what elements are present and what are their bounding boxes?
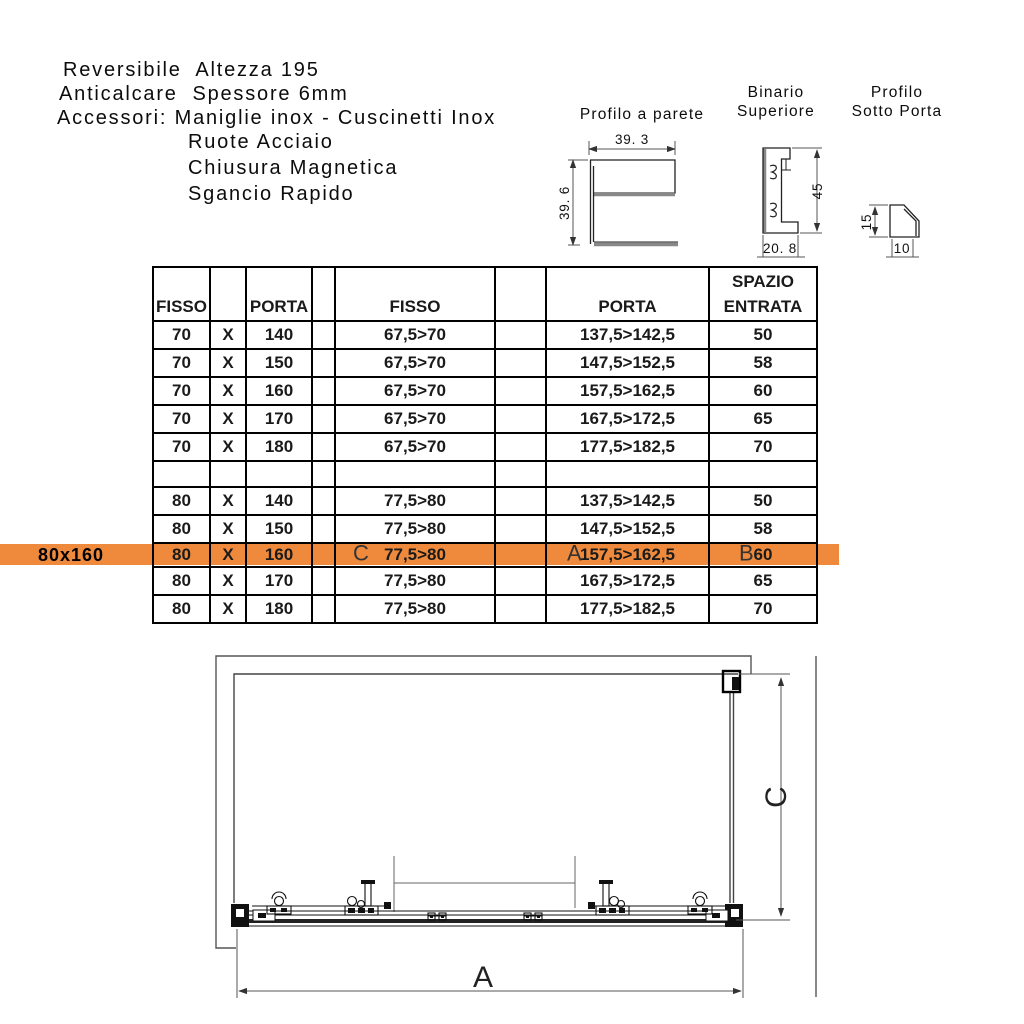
table-row: 70 X 160 67,5>70 157,5>162,5 60: [153, 377, 817, 405]
track-clip-right: [524, 913, 542, 920]
header-porta: PORTA: [246, 267, 312, 321]
binario-title-1: Binario: [747, 84, 805, 101]
sotto-porta-title-2: Sotto Porta: [851, 103, 943, 120]
roller-assembly-mid-right: [596, 880, 629, 915]
table-row-empty: [153, 461, 817, 487]
size-table: [152, 266, 818, 624]
header-spazio-entrata: [709, 267, 817, 321]
spec-line-anticalcare: Anticalcare Spessore 6mm: [59, 83, 349, 105]
dimension-c-label: C: [760, 786, 793, 808]
table-row: 80 X 170 77,5>80 167,5>172,5 65: [153, 567, 817, 595]
header-fisso-range: FISSO: [335, 267, 495, 321]
binario-title-2: Superiore: [736, 103, 816, 120]
table-row: 70 X 140 67,5>70 137,5>142,5 50: [153, 321, 817, 349]
table-row: 70 X 170 67,5>70 167,5>172,5 65: [153, 405, 817, 433]
letter-a-marker: A: [567, 543, 582, 566]
header-entrata: ENTRATA: [723, 297, 803, 316]
header-gap2: [495, 267, 546, 321]
table-header-row: [153, 267, 817, 321]
header-gap1: [312, 267, 335, 321]
table-row: 70 X 150 67,5>70 147,5>152,5 58: [153, 349, 817, 377]
parete-title: Profilo a parete: [579, 106, 705, 123]
sotto-porta-title-1: Profilo: [870, 84, 924, 101]
spec-line-ruote: Ruote Acciaio: [188, 131, 334, 153]
letter-c-marker: C: [353, 543, 369, 566]
parete-drawing: [568, 141, 678, 245]
parete-width-dim: 39. 3: [614, 132, 650, 147]
profile-drawings: [540, 75, 960, 275]
header-fisso: FISSO: [153, 267, 210, 321]
spec-line-sgancio: Sgancio Rapido: [188, 183, 355, 205]
spec-line-accessori: Accessori: Maniglie inox - Cuscinetti Inox: [57, 107, 497, 129]
table-row: 80 X 150 77,5>80 147,5>152,5 58: [153, 515, 817, 543]
table-row: 80 X 180 77,5>80 177,5>182,5 70: [153, 595, 817, 623]
roller-assembly-mid-left: [345, 880, 378, 915]
spec-line-chiusura: Chiusura Magnetica: [188, 157, 399, 179]
table-row-highlighted: 80 X 160 C 77,5>80 A 157,5>162,5 B 60: [153, 543, 817, 567]
letter-b-marker: B: [739, 543, 754, 566]
parete-height-dim: 39. 6: [557, 185, 572, 221]
sotto-porta-width-dim: 10: [893, 241, 911, 256]
binario-width-dim: 20. 8: [762, 241, 798, 256]
binario-height-dim: 45: [810, 182, 825, 200]
header-spazio: SPAZIO: [731, 272, 795, 291]
bottom-track: [231, 902, 743, 927]
table-row: 70 X 180 67,5>70 177,5>182,5 70: [153, 433, 817, 461]
spec-line-reversibile: Reversibile Altezza 195: [63, 59, 320, 81]
enclosure-plan-drawing: [200, 640, 860, 1010]
header-x: [210, 267, 246, 321]
header-porta-range: PORTA: [546, 267, 709, 321]
sotto-porta-height-dim: 15: [859, 213, 874, 231]
highlight-size-label: 80x160: [38, 545, 105, 565]
tray-outline: [216, 656, 751, 948]
table-row: 80 X 140 77,5>80 137,5>142,5 50: [153, 487, 817, 515]
dimension-a-label: A: [472, 961, 494, 994]
door-opening-dimension: [394, 856, 575, 912]
enclosure-outline: [234, 674, 738, 903]
track-clip-left: [428, 913, 446, 920]
